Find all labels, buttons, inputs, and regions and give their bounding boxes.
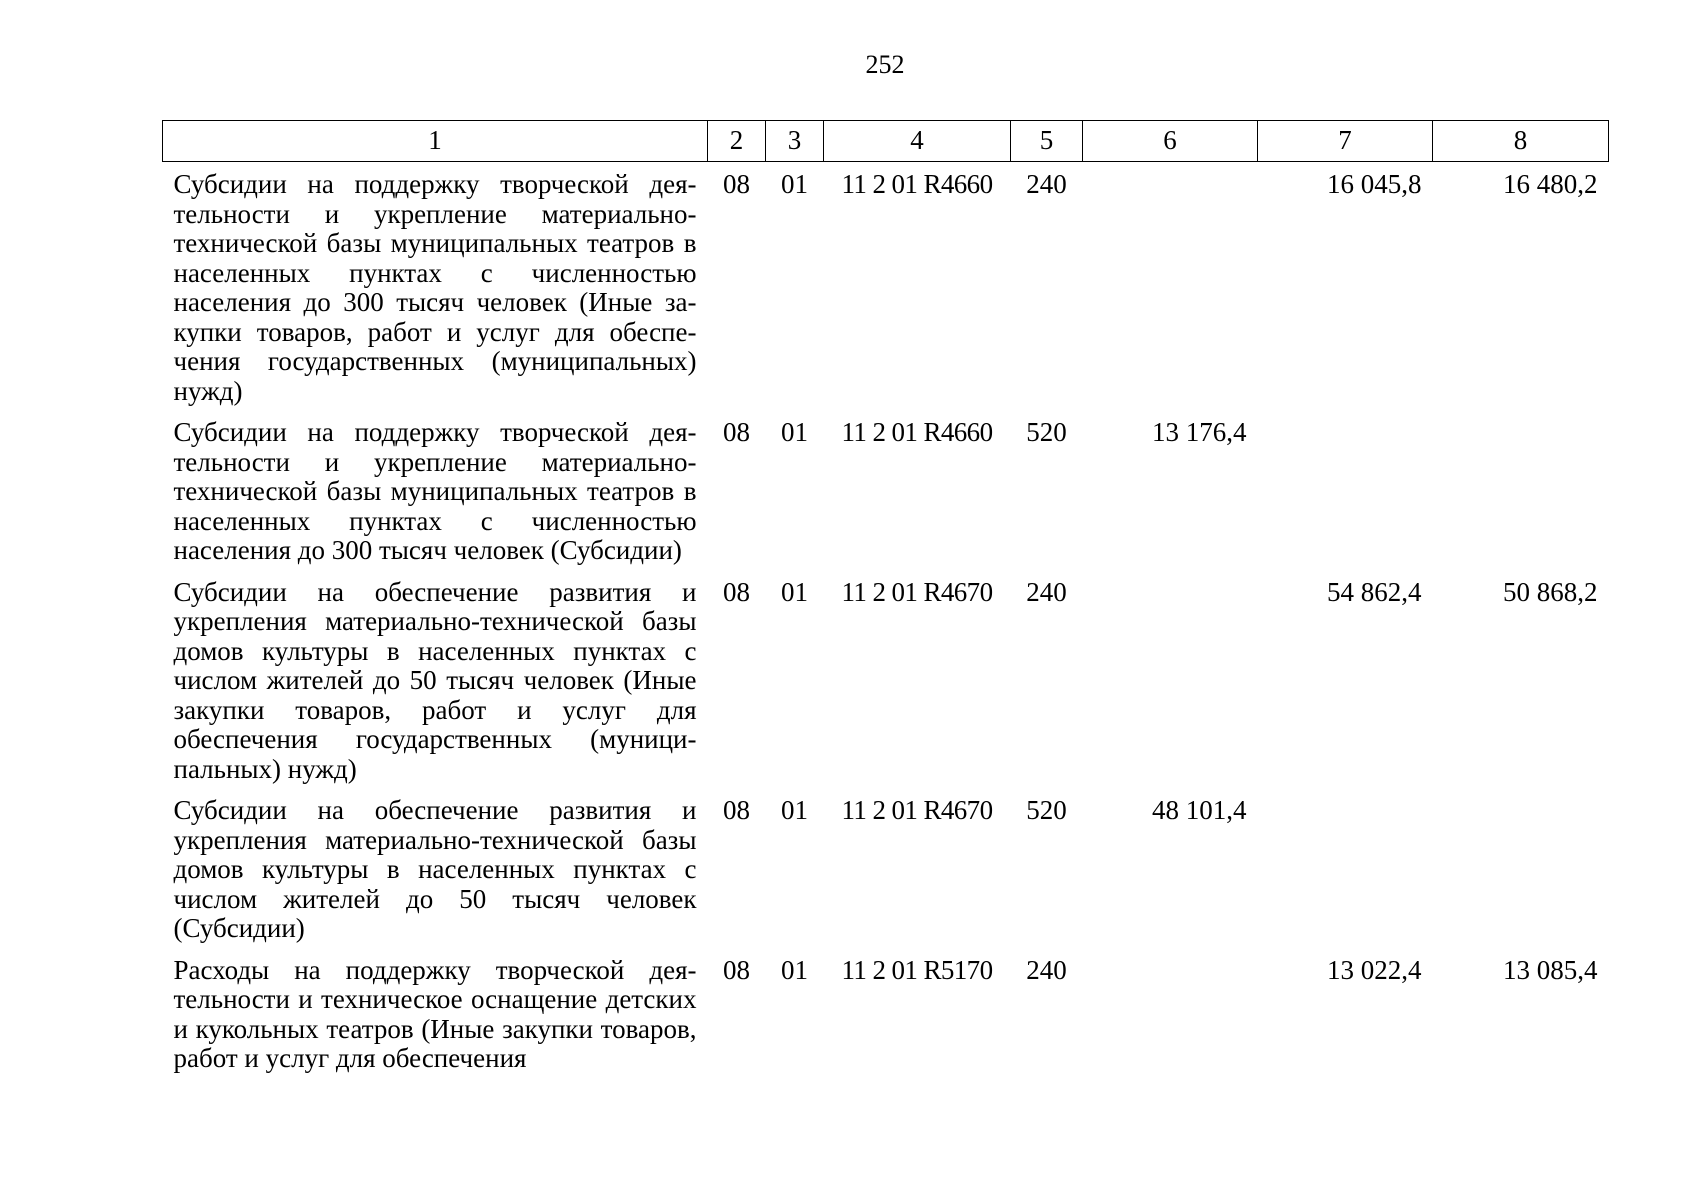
row-name: Субсидии на поддержку творческой деятельности и укрепление материально-технической базы муниципальных театров в населенных пунктах с численностью населения до 300 тысяч человек (Субсидии)	[173, 417, 697, 565]
header-col-8: 8	[1433, 121, 1609, 162]
row-name: Субсидии на поддержку творческой деятельности и укрепление материально-технической базы муниципальных театров в населенных пунктах с численностью населения до 300 тысяч человек (Иные закупки товаров, работ и услуг для обеспечения государственных (муниципальных) нужд)	[173, 169, 697, 406]
header-col-5: 5	[1011, 121, 1083, 162]
table-row	[163, 410, 1609, 570]
row-target-code: 11 2 01 R4660	[841, 417, 993, 447]
row-name: Субсидии на обеспечение развития и укрепления материально-технической базы домов культуры в населенных пунктах с числом жителей до 50 тысяч человек (Иные закупки товаров, работ и услуг для обеспечения государственных (муниципальных) нужд)	[173, 576, 697, 784]
row-col7-amount: 13 022,4	[1327, 954, 1422, 985]
row-subsection: 01	[781, 954, 808, 985]
row-col6-amount	[1083, 570, 1258, 789]
page-number: 252	[865, 50, 905, 79]
row-col7-amount	[1258, 788, 1433, 948]
row-target-code: 11 2 01 R4670	[841, 795, 993, 825]
row-col8-amount: 13 085,4	[1503, 954, 1598, 985]
row-col7-amount: 16 045,8	[1327, 169, 1422, 199]
table-body	[163, 162, 1609, 1078]
budget-table	[162, 120, 1609, 1078]
header-col-1: 1	[163, 121, 708, 162]
row-col6-amount	[1083, 948, 1258, 1078]
header-col-6: 6	[1083, 121, 1258, 162]
row-subsection: 01	[781, 169, 808, 199]
table-header	[163, 121, 1609, 162]
row-expense-type: 520	[1026, 417, 1067, 447]
header-col-3: 3	[766, 121, 824, 162]
header-row	[163, 121, 1609, 162]
row-subsection: 01	[781, 417, 808, 447]
table-row	[163, 788, 1609, 948]
row-col6-amount: 13 176,4	[1152, 417, 1247, 447]
row-section: 08	[723, 576, 750, 607]
row-target-code: 11 2 01 R4660	[841, 169, 993, 199]
row-target-code: 11 2 01 R5170	[841, 954, 993, 985]
row-expense-type: 240	[1026, 576, 1067, 607]
row-section: 08	[723, 795, 750, 825]
table-row	[163, 162, 1609, 411]
row-section: 08	[723, 954, 750, 985]
header-col-2: 2	[708, 121, 766, 162]
row-col7-amount	[1258, 410, 1433, 570]
row-section: 08	[723, 169, 750, 199]
row-col6-amount	[1083, 162, 1258, 411]
row-subsection: 01	[781, 576, 808, 607]
row-subsection: 01	[781, 795, 808, 825]
row-name: Расходы на поддержку творческой деятельности и техническое оснащение детских и кукольных театров (Иные закупки товаров, работ и услуг для обеспечения	[173, 954, 697, 1073]
row-col6-amount: 48 101,4	[1152, 795, 1247, 825]
row-col8-amount: 16 480,2	[1503, 169, 1598, 199]
header-col-4: 4	[824, 121, 1011, 162]
row-col8-amount	[1433, 410, 1609, 570]
table-row	[163, 948, 1609, 1078]
row-col7-amount: 54 862,4	[1327, 576, 1422, 607]
row-name: Субсидии на обеспечение развития и укрепления материально-технической базы домов культуры в населенных пунктах с числом жителей до 50 тысяч человек (Субсидии)	[173, 795, 697, 943]
row-expense-type: 520	[1026, 795, 1067, 825]
row-col8-amount: 50 868,2	[1503, 576, 1598, 607]
row-col8-amount	[1433, 788, 1609, 948]
row-section: 08	[723, 417, 750, 447]
table-row	[163, 570, 1609, 789]
row-target-code: 11 2 01 R4670	[841, 576, 993, 607]
header-col-7: 7	[1258, 121, 1433, 162]
row-expense-type: 240	[1026, 169, 1067, 199]
row-expense-type: 240	[1026, 954, 1067, 985]
